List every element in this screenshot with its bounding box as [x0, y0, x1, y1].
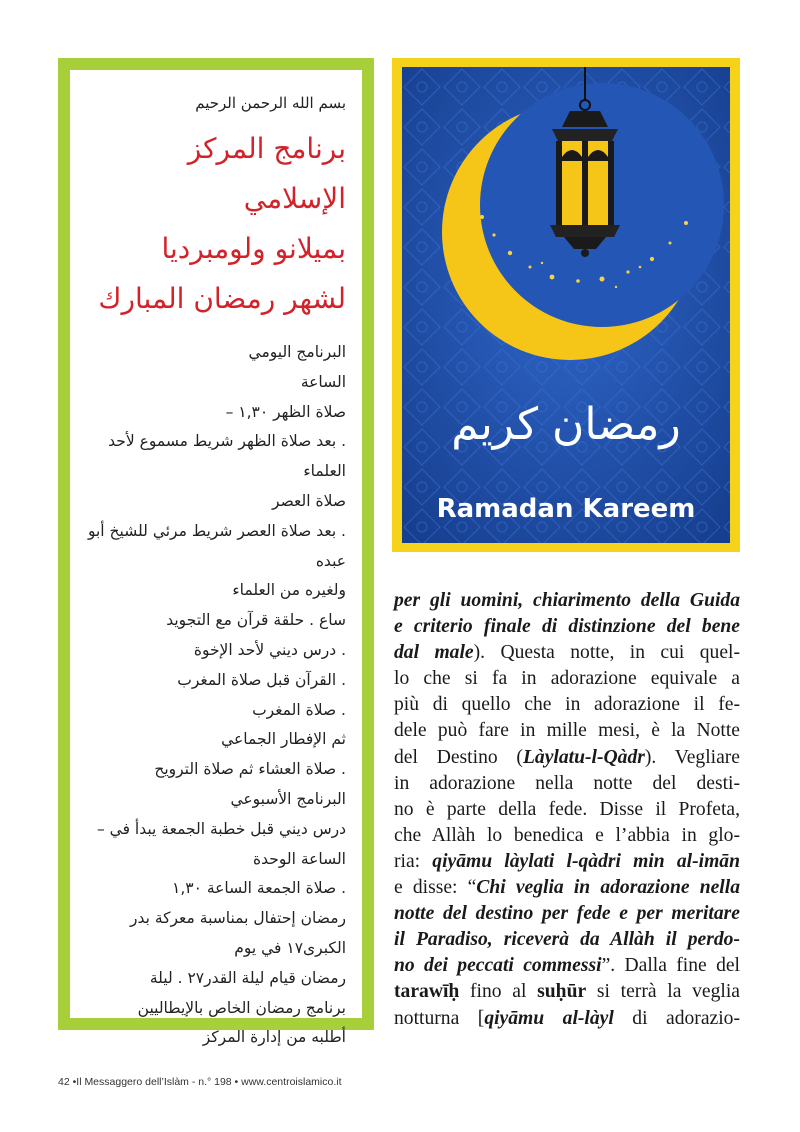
article-line: notte del destino per fede e per meritare — [394, 903, 740, 925]
program-line: الساعة — [300, 372, 346, 391]
program-line: الساعة الوحدة — [253, 849, 346, 868]
program-line: ساع . حلقة قرآن مع التجويد — [166, 611, 346, 630]
arabic-program-lines — [82, 338, 346, 1053]
article-line: notturna [qiyāmu al-làyl di adorazio- — [394, 1007, 740, 1029]
article-line: ria: qiyāmu làylati l-qàdri min al-imān — [394, 850, 741, 872]
program-line: رمضان إحتفال بمناسبة معركة بدر — [129, 909, 346, 928]
arabic-title-line: بميلانو ولومبرديا — [161, 232, 346, 265]
article-line: per gli uomini, chiarimento della Guida — [394, 590, 740, 611]
page-footer: 42 •Il Messaggero dell’Islàm - n.° 198 • www.centroislamico.it — [58, 1076, 342, 1088]
article-line: più di quello che in adorazione il fe- — [394, 694, 740, 716]
article-line: tarawīḥ fino al suḥūr si terrà la veglia — [394, 981, 740, 1003]
program-line: ثم الإفطار الجماعي — [221, 730, 346, 749]
program-line: العلماء — [303, 462, 346, 481]
program-line: برنامج رمضان الخاص بالإيطاليين — [137, 998, 346, 1017]
program-line: . صلاة الجمعة الساعة ١,٣٠ — [172, 879, 346, 898]
program-line: درس ديني قبل خطبة الجمعة يبدأ في – — [96, 819, 346, 838]
program-line: . بعد صلاة الظهر شريط مسموع لأحد — [108, 432, 346, 451]
program-line: . درس ديني لأحد الإخوة — [193, 640, 346, 659]
article-line: e disse: “Chi veglia in adorazione nella — [394, 877, 740, 899]
poster-caption: Ramadan Kareem — [436, 494, 696, 524]
article-line: dele può fare in mille mesi, è la Notte — [394, 720, 740, 742]
program-line: ولغيره من العلماء — [232, 581, 346, 600]
program-line: رمضان قيام ليلة القدر٢٧ . ليلة — [149, 968, 346, 987]
arabic-title — [82, 124, 346, 324]
program-line: . بعد صلاة العصر شريط مرئي للشيخ أبو — [87, 521, 346, 540]
arabic-program-content — [70, 70, 362, 1047]
article-line: no dei peccati commessi”. Dalla fine del — [394, 955, 741, 977]
program-line: . صلاة المغرب — [252, 700, 346, 719]
program-line: . القرآن قبل صلاة المغرب — [177, 670, 346, 689]
program-line: صلاة العصر — [272, 491, 346, 510]
article-line: il Paradiso, riceverà da Allàh il perdo- — [394, 929, 740, 951]
basmala: بسم الله الرحمن الرحيم — [195, 94, 346, 112]
program-line: . صلاة العشاء ثم صلاة الترويح — [154, 760, 346, 779]
arabic-title-line: لشهر رمضان المبارك — [98, 282, 346, 315]
ramadan-poster-artwork — [402, 67, 730, 543]
article-line: e criterio finale di distinzione del bene — [394, 616, 740, 638]
program-line: البرنامج اليومي — [248, 343, 346, 361]
ramadan-poster — [392, 58, 740, 552]
program-line: صلاة الظهر ١,٣٠ – — [225, 402, 346, 421]
program-line: أطلبه من إدارة المركز — [202, 1028, 346, 1047]
article-line: dal male). Questa notte, in cui quel- — [394, 642, 740, 664]
article-line: del Destino (Làylatu-l-Qàdr). Vegliare — [394, 746, 740, 768]
arabic-title-line: برنامج المركز الإسلامي — [187, 132, 346, 215]
program-line: البرنامج الأسبوعي — [230, 789, 346, 808]
article-line: che Allàh lo benedica e l’abbia in glo- — [394, 824, 740, 846]
article-line: in adorazione nella notte del desti- — [394, 772, 740, 794]
program-line: الكبرى١٧ في يوم — [234, 938, 346, 957]
article-line: no è parte della fede. Disse il Profeta, — [394, 798, 740, 820]
program-line: عبده — [315, 551, 346, 570]
article-line: lo che si fa in adorazione equivale a — [394, 668, 740, 690]
article-text — [394, 588, 740, 1032]
arabic-program-box — [58, 58, 374, 1047]
poster-arabic-caption: رمضان كريم — [451, 399, 681, 450]
